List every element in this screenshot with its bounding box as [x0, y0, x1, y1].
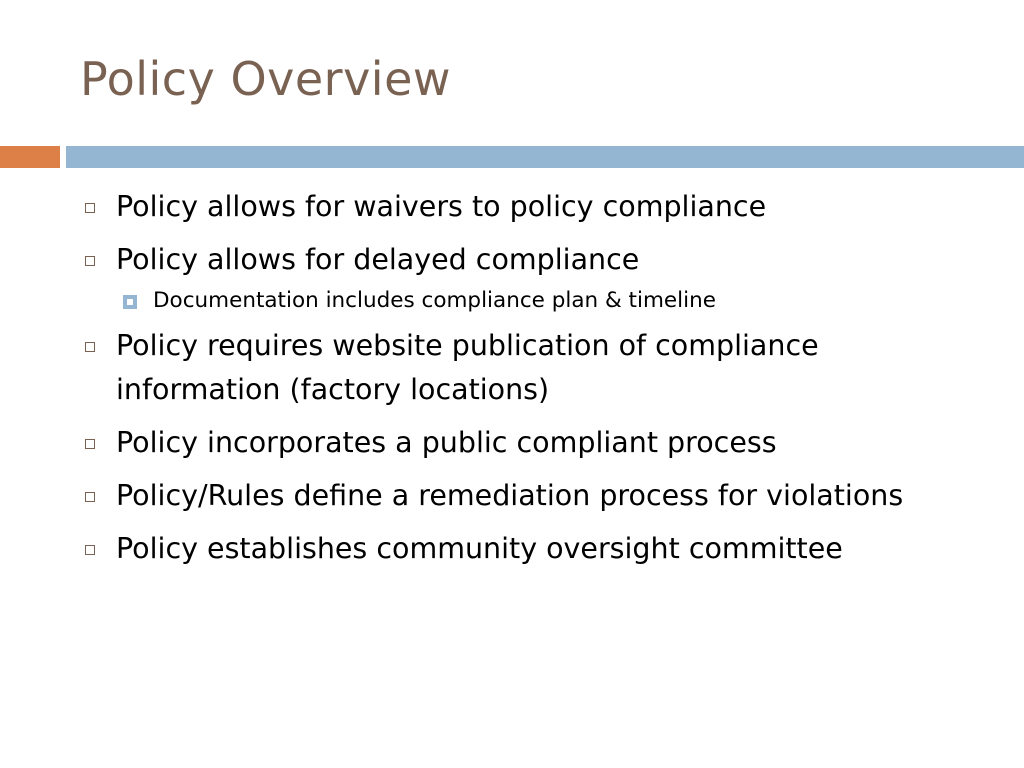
hollow-square-icon [85, 439, 95, 449]
bullet-item [80, 421, 980, 465]
bullet-text: Policy allows for delayed compliance [116, 243, 640, 276]
hollow-square-icon [85, 203, 95, 213]
bullet-item [80, 527, 980, 571]
bullet-item [80, 324, 980, 412]
hollow-square-icon [85, 545, 95, 555]
slide-title: Policy Overview [80, 52, 452, 106]
hollow-square-icon [85, 342, 95, 352]
bullet-text: Policy establishes community oversight committee [116, 532, 843, 565]
bullet-text: Policy requires website publication of compliance information (factory locations) [116, 329, 819, 406]
accent-bar-blue [66, 146, 1024, 168]
sub-bullet-text: Documentation includes compliance plan & timeline [153, 288, 716, 313]
bullet-text: Policy/Rules define a remediation process for violations [116, 479, 904, 512]
bullet-item [80, 474, 980, 518]
accent-bar-orange [0, 146, 60, 168]
hollow-square-icon [85, 492, 95, 502]
hollow-square-icon [85, 256, 95, 266]
bullet-item [80, 238, 980, 282]
bullet-text: Policy allows for waivers to policy compliance [116, 190, 767, 223]
sub-bullet-item [80, 286, 980, 316]
bullet-list [80, 185, 980, 571]
bullet-text: Policy incorporates a public compliant process [116, 426, 777, 459]
filled-square-icon [123, 295, 137, 309]
bullet-item [80, 185, 980, 229]
